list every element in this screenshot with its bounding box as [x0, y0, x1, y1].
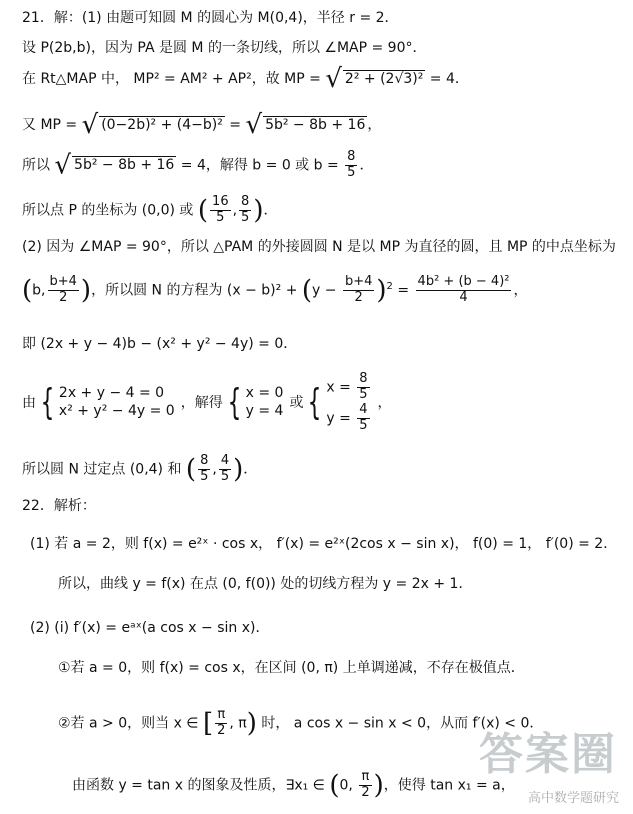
p21-line-7: (2) 因为 ∠MAP = 90°，所以 △PAM 的外接圆圆 N 是以 MP 为直径的圆，且 MP 的中点坐标为 — [22, 239, 616, 255]
watermark-logo: 答案圈 — [479, 729, 617, 780]
p21-line-2: 设 P(2b,b)，因为 PA 是圆 M 的一条切线，所以 ∠MAP = 90°． — [22, 40, 427, 56]
p21-line-5: 所以 √ 5b² − 8b + 16 = 4，解得 b = 0 或 b = $\frac{8}{5}$ ． — [22, 149, 374, 181]
watermark-caption: 高中数学题研究 — [527, 791, 619, 806]
p21-line-3: 在 Rt△MAP 中， MP² = AM² + AP²，故 MP = √ 2² + (2√3)² = 4． — [22, 64, 469, 94]
p22-heading: 22．解析： — [22, 498, 96, 514]
watermark — [427, 720, 627, 810]
p21-line-8: (b, $\frac{b+4}{2}$ )，所以圆 N 的方程为 (x − b)² + (y − $\frac{b+4}{2}$ )$^2$ = $\frac{\text{4b² + (b − 4)²}}{4}$ ， — [22, 274, 528, 306]
p21-line-11: 所以圆 N 过定点 (0,4) 和 ( $\frac{8}{5}$ , $\frac{4}{5}$ )． — [22, 453, 258, 485]
p21-line-1: 21．解：(1) 由题可知圆 M 的圆心为 M(0,4)，半径 r = 2． — [22, 10, 399, 26]
p22-line-5: ②若 a > 0，则当 x ∈ [ $\frac{\pi}{2}$ , π) 时， a cos x − sin x < 0，从而 f′(x) < 0． — [58, 707, 544, 739]
p22-line-1: (1) 若 a = 2，则 f(x) = e²ˣ · cos x， f′(x) = e²ˣ(2cos x − sin x)， f(0) = 1， f′(0) = 2． — [30, 536, 618, 552]
p21-line-4: 又 MP = √ (0−2b)² + (4−b)² = √ 5b² − 8b + 16 ， — [22, 110, 382, 140]
fraction: $\frac{8}{5}$ — [347, 149, 356, 180]
p22-line-2: 所以，曲线 y = f(x) 在点 (0, f(0)) 处的切线方程为 y = 2x + 1． — [58, 576, 473, 592]
p22-line-6: 由函数 y = tan x 的图象及性质，∃x₁ ∈ (0, $\frac{\pi}{2}$ )，使得 tan x₁ = a， — [72, 769, 515, 801]
p22-line-3: (2) (i) f′(x) = eᵃˣ(a cos x − sin x)． — [30, 620, 270, 636]
p21-line-10: 由 { 2x + y − 4 = 0 x² + y² − 4y = 0 ，解得 { x = 0 y = 4 或 { x = $\frac{8}{5}$ y = $\frac{4}{5}$ ， — [22, 371, 392, 433]
p22-line-4: ①若 a = 0，则 f(x) = cos x，在区间 (0, π) 上单调递减，不存在极值点． — [58, 660, 525, 676]
p21-line-9: 即 (2x + y − 4)b − (x² + y² − 4y) = 0． — [22, 336, 298, 352]
p21-line-6: 所以点 P 的坐标为 (0,0) 或 ( $\frac{16}{5}$ , $\frac{8}{5}$ )． — [22, 194, 278, 226]
